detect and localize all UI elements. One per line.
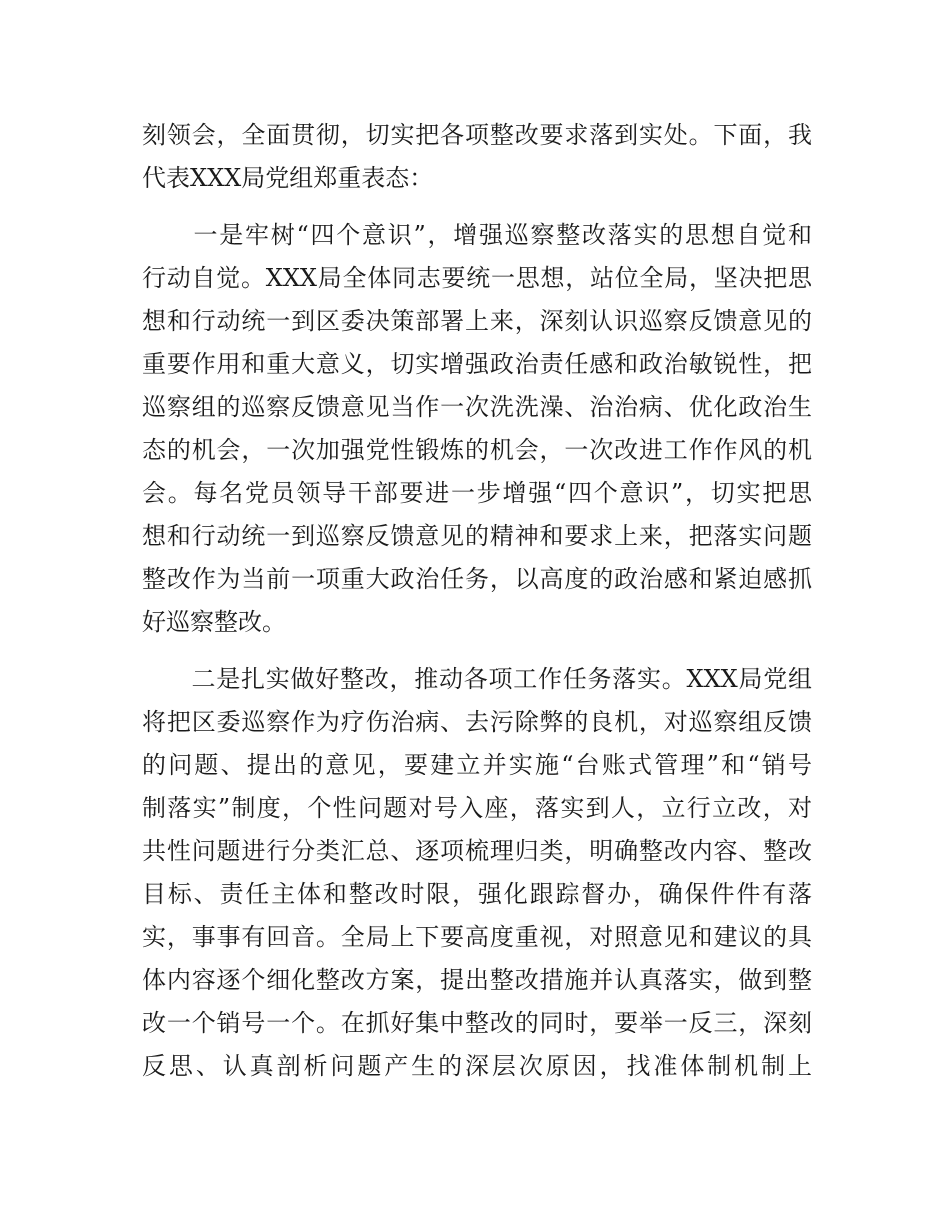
text-line: 的问题、提出的意见，要建立并实施“台账式管理”和“销号 bbox=[142, 751, 812, 779]
text-line: 体内容逐个细化整改方案，提出整改措施并认真落实，做到整 bbox=[142, 966, 812, 994]
text-line: 反思、认真剖析问题产生的深层次原因，找准体制机制上 bbox=[142, 1052, 812, 1080]
text-line: 会。每名党员领导干部要进一步增强“四个意识”，切实把思 bbox=[142, 479, 812, 507]
text-line: 一是牢树“四个意识”，增强巡察整改落实的思想自觉和 bbox=[142, 221, 812, 249]
text-line: 巡察组的巡察反馈意见当作一次洗洗澡、治治病、优化政治生 bbox=[142, 393, 812, 421]
text-line: 改一个销号一个。在抓好集中整改的同时，要举一反三，深刻 bbox=[142, 1009, 812, 1037]
text-line: 整改作为当前一项重大政治任务，以高度的政治感和紧迫感抓 bbox=[142, 565, 812, 593]
text-line: 重要作用和重大意义，切实增强政治责任感和政治敏锐性，把 bbox=[142, 350, 812, 378]
text-line: 二是扎实做好整改，推动各项工作任务落实。XXX局党组 bbox=[142, 665, 812, 693]
text-line: 共性问题进行分类汇总、逐项梳理归类，明确整改内容、整改 bbox=[142, 837, 812, 865]
paragraph-3 bbox=[142, 658, 812, 1088]
paragraph-2 bbox=[142, 214, 812, 644]
text-line: 制落实”制度，个性问题对号入座，落实到人，立行立改，对 bbox=[142, 794, 812, 822]
text-line: 实，事事有回音。全局上下要高度重视，对照意见和建议的具 bbox=[142, 923, 812, 951]
text-line: 代表XXX局党组郑重表态： bbox=[142, 164, 434, 192]
text-line: 好巡察整改。 bbox=[142, 608, 286, 636]
text-line: 想和行动统一到区委决策部署上来，深刻认识巡察反馈意见的 bbox=[142, 307, 812, 335]
text-line: 刻领会，全面贯彻，切实把各项整改要求落到实处。下面，我 bbox=[142, 121, 812, 149]
document-body bbox=[142, 114, 812, 1088]
text-line: 行动自觉。XXX局全体同志要统一思想，站位全局，坚决把思 bbox=[142, 264, 812, 292]
text-line: 目标、责任主体和整改时限，强化跟踪督办，确保件件有落 bbox=[142, 880, 812, 908]
text-line: 想和行动统一到巡察反馈意见的精神和要求上来，把落实问题 bbox=[142, 522, 812, 550]
text-line: 将把区委巡察作为疗伤治病、去污除弊的良机，对巡察组反馈 bbox=[142, 708, 812, 736]
paragraph-1 bbox=[142, 114, 812, 200]
text-line: 态的机会，一次加强党性锻炼的机会，一次改进工作作风的机 bbox=[142, 436, 812, 464]
